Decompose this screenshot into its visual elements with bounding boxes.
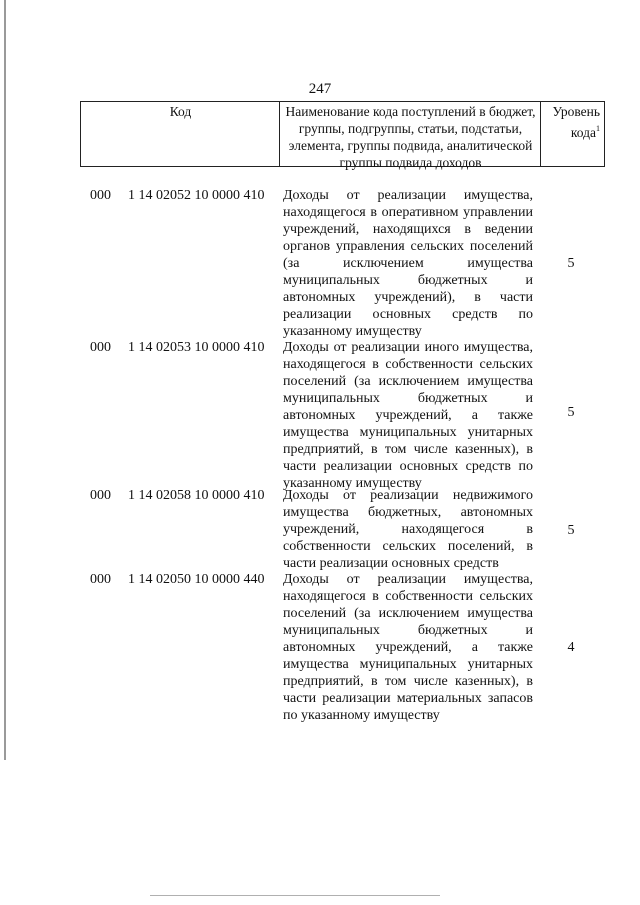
row-level: 5 (567, 256, 575, 271)
row-description: Доходы от реализации недвижимого имущества бюджетных, автономных учреждений, находящегося в собственности сельских поселений, в части реализации основных средств (283, 488, 533, 571)
header-level-label-line2: кода (570, 125, 596, 140)
row-prefix: 000 (90, 188, 111, 203)
footnote-marker: 1 (596, 124, 600, 133)
row-level: 4 (567, 640, 575, 655)
row-prefix: 000 (90, 572, 111, 587)
row-description: Доходы от реализации иного имущества, находящегося в собственности сельских поселений (за исключением имущества муниципальных бюджетных и автономных учреждений, а также имущества муниципальных унитарных предприятий, в том числе казенных), в части реализации основных средств по указанному имуществу (283, 340, 533, 491)
header-code-label: Код (169, 104, 192, 119)
header-code-cell (80, 101, 280, 167)
header-level-label-line1: Уровень (552, 104, 600, 119)
scan-edge-left (4, 0, 6, 760)
row-level: 5 (567, 405, 575, 420)
row-level: 5 (567, 523, 575, 538)
header-name-cell (279, 101, 541, 170)
page-number: 247 (308, 81, 332, 97)
header-name-label: Наименование кода поступлений в бюджет, группы, подгруппы, статьи, подстатьи, элемента, группы подвида, аналитической группы подвида доходов (285, 104, 536, 170)
row-code: 1 14 02050 10 0000 440 (128, 572, 265, 587)
row-prefix: 000 (90, 340, 111, 355)
row-code: 1 14 02052 10 0000 410 (128, 188, 265, 203)
row-code: 1 14 02058 10 0000 410 (128, 488, 265, 503)
scan-edge-bottom (150, 895, 440, 896)
row-description: Доходы от реализации имущества, находящегося в собственности сельских поселений (за исключением имущества муниципальных бюджетных и автономных учреждений, а также имущества муниципальных унитарных предприятий, в том числе казенных), в части реализации материальных запасов по указанному имуществу (283, 572, 533, 723)
header-level-cell (540, 101, 605, 167)
row-code: 1 14 02053 10 0000 410 (128, 340, 265, 355)
row-description: Доходы от реализации имущества, находящегося в оперативном управлении учреждений, находящихся в ведении органов управления сельских поселений (за исключением имущества муниципальных бюджетных и автономных учреждений), в части реализации основных средств по указанному имуществу (283, 188, 533, 339)
row-prefix: 000 (90, 488, 111, 503)
